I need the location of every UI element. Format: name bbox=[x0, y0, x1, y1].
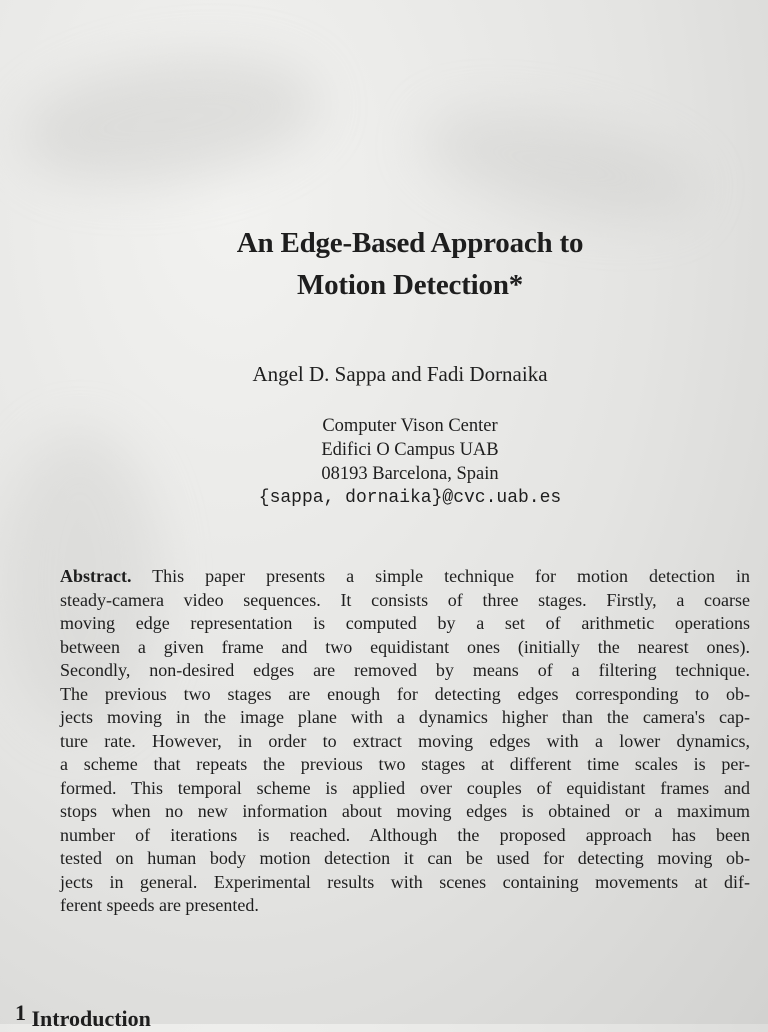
title-line-2: Motion Detection* bbox=[296, 269, 524, 301]
abstract-line: Secondly, non-desired edges are removed by means of a filtering technique. bbox=[60, 660, 750, 680]
abstract-line: moving edge representation is computed by a set of arithmetic operations bbox=[60, 613, 750, 633]
abstract-line: ture rate. However, in order to extract moving edges with a lower dynamics, bbox=[60, 730, 750, 751]
abstract-line bbox=[60, 565, 750, 589]
section-number: 1 bbox=[15, 1000, 26, 1025]
abstract-line: formed. This temporal scheme is applied over couples of equidistant frames and bbox=[60, 777, 750, 798]
abstract-line: between a given frame and two equidistant ones (initially the nearest ones). bbox=[60, 636, 750, 657]
affiliation-line-3: 08193 Barcelona, Spain bbox=[321, 464, 499, 484]
abstract-line: jects moving in the image plane with a dynamics higher than the camera's cap- bbox=[60, 707, 750, 727]
abstract-line: steady-camera video sequences. It consists of three stages. Firstly, a coarse bbox=[60, 589, 750, 610]
abstract-line: The previous two stages are enough for detecting edges corresponding to ob- bbox=[60, 683, 750, 704]
abstract-line: stops when no new information about moving edges is obtained or a maximum bbox=[60, 801, 750, 821]
abstract-label: Abstract. bbox=[60, 566, 132, 586]
affiliation-line-1: Computer Vison Center bbox=[322, 416, 498, 436]
abstract bbox=[60, 565, 750, 918]
section-title: Introduction bbox=[31, 1006, 151, 1031]
abstract-line: ferent speeds are presented. bbox=[60, 895, 259, 915]
authors: Angel D. Sappa and Fadi Dornaika bbox=[252, 362, 548, 386]
affiliation bbox=[0, 414, 768, 510]
abstract-text: This paper presents a simple technique for motion detection in bbox=[131, 566, 750, 586]
paper-title bbox=[0, 222, 768, 306]
abstract-line: tested on human body motion detection it can be used for detecting moving ob- bbox=[60, 848, 750, 868]
paper-shadow bbox=[414, 92, 707, 238]
author-emails: {sappa, dornaika}@cvc.uab.es bbox=[258, 488, 562, 508]
abstract-line: a scheme that repeats the previous two stages at different time scales is per- bbox=[60, 754, 750, 774]
title-line-1: An Edge-Based Approach to bbox=[236, 227, 584, 259]
section-heading bbox=[0, 1000, 151, 1032]
affiliation-line-2: Edifici O Campus UAB bbox=[321, 440, 499, 460]
paper-shadow bbox=[13, 40, 327, 201]
abstract-line: jects in general. Experimental results with scenes containing movements at dif- bbox=[60, 871, 750, 892]
abstract-line: number of iterations is reached. Although the proposed approach has been bbox=[60, 824, 750, 845]
